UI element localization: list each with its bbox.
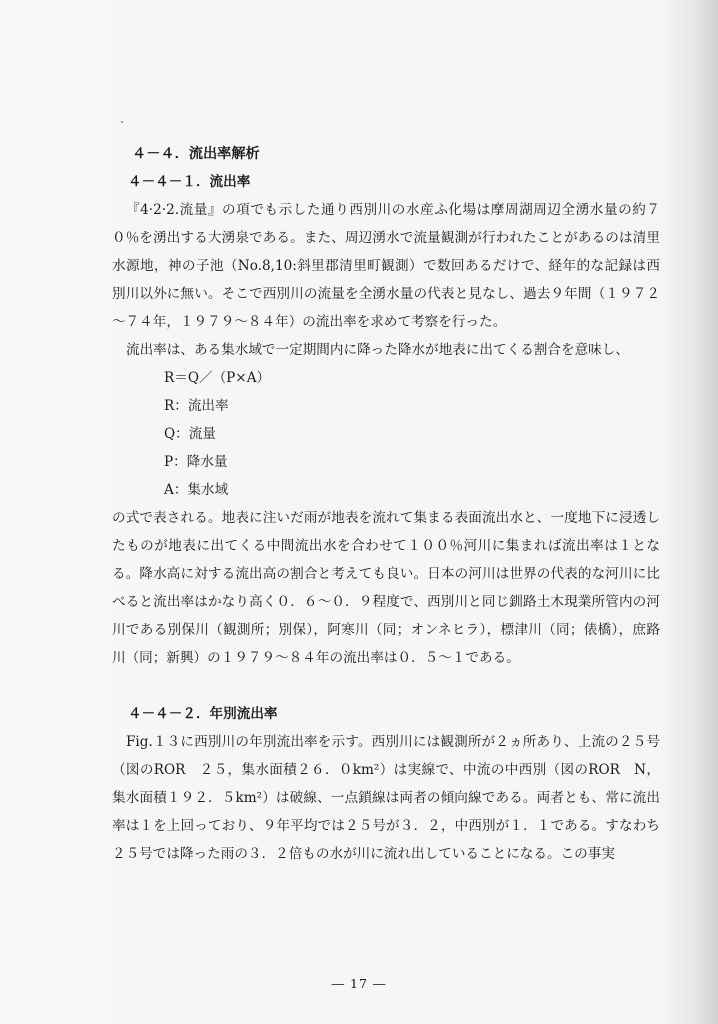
scan-speck (121, 121, 123, 123)
formula-equation: R＝Q／（P×A） (164, 370, 271, 386)
page-number: ― 17 ― (331, 976, 387, 991)
paragraph-explanation: の式で表される。地表に注いだ雨が地表を流れて集まる表面流出水と、一度地下に浸透したものが地表に出てくる中間流出水を合わせて１００％河川に集まれば流出率は１となる。降水高に対する流出高の割合と考えても良い。日本の河川は世界の代表的な河川に比べると流出率はかなり高く０．６～０．９程度で、西別川と同じ釧路土木現業所管内の河川である別保川（観測所；別保），阿寒川（同；オンネヒラ），標津川（同；俵橋），庶路川（同；新興）の１９７９～８４年の流出率は０．５～１である。 (112, 510, 660, 666)
formula-var-a: A：集水域 (164, 482, 229, 498)
formula-block (112, 364, 660, 504)
spacer (112, 672, 660, 700)
formula-var-p: P：降水量 (164, 454, 228, 470)
paragraph-intro: 『4·2·2.流量』の項でも示した通り西別川の水産ふ化場は摩周湖周辺全湧水量の約７０％を湧出する大湧泉である。また、周辺湧水で流量観測が行われたことがあるのは清里水源地，神の子池（No.8,10:斜里郡清里町観測）で数回あるだけで、経年的な記録は西別川以外に無い。そこで西別川の流量を全湧水量の代表と見なし、過去９年間（１９７２～７４年，１９７９～８４年）の流出率を求めて考察を行った。 (112, 202, 660, 330)
paragraph-annual: Fig.１３に西別川の年別流出率を示す。西別川には観測所が２ヵ所あり、上流の２５号（図のROR ２５，集水面積２６．０km²）は実線で、中流の中西別（図のROR N，集水面積１９２．５km²）は破線、一点鎖線は両者の傾向線である。両者とも、常に流出率は１を上回っており、９年平均では２５号が３．２，中西別が１．１である。すなわち２５号では降った雨の３．２倍もの水が川に流れ出していることになる。この事実 (112, 734, 660, 862)
subsection-heading-annual-runoff: ４－４－２．年別流出率 (128, 706, 278, 722)
subsection-heading-runoff-ratio: ４－４－１．流出率 (128, 174, 251, 190)
document-body (112, 140, 660, 868)
formula-var-r: R：流出率 (164, 398, 229, 414)
section-heading: ４－４．流出率解析 (132, 146, 260, 162)
paragraph-definition: 流出率は、ある集水域で一定期間内に降った降水が地表に出てくる割合を意味し、 (126, 342, 629, 358)
formula-var-q: Q：流量 (164, 426, 216, 442)
